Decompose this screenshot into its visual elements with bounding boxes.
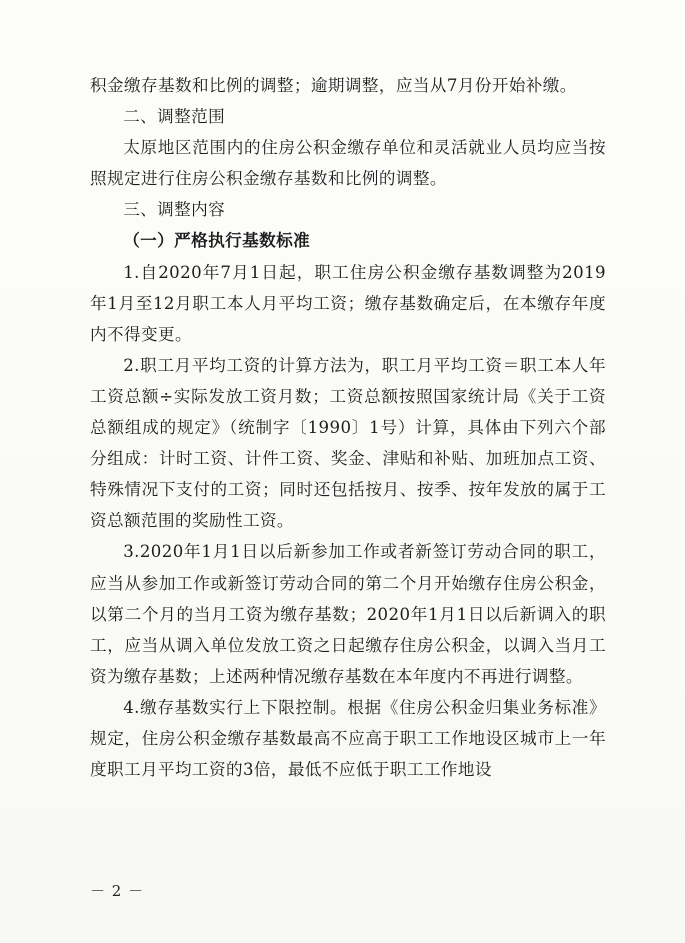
paragraph-item-1: 1.自2020年7月1日起，职工住房公积金缴存基数调整为2019年1月至12月职工本人月平均工资；缴存基数确定后，在本缴存年度内不得变更。 [90,262,606,344]
paragraph-scope: 太原地区范围内的住房公积金缴存单位和灵活就业人员均应当按照规定进行住房公积金缴存基数和比例的调整。 [90,138,606,189]
section-heading-content: 三、调整内容 [123,200,226,220]
page-number: － 2 － [90,882,145,900]
paragraph-item-2: 2.职工月平均工资的计算方法为，职工月平均工资＝职工本人年工资总额÷实际发放工资月数；工资总额按照国家统计局《关于工资总额组成的规定》（统制字〔1990〕1号）计算，具体由下列六个部分组成：计时工资、计件工资、奖金、津贴和补贴、加班加点工资、特殊情况下支付的工资；同时还包括按月、按季、按年发放的属于工资总额范围的奖励性工资。 [90,355,606,531]
section-heading-scope: 二、调整范围 [123,107,226,127]
paragraph-item-4: 4.缴存基数实行上下限控制。根据《住房公积金归集业务标准》规定，住房公积金缴存基数最高不应高于职工工作地设区城市上一年度职工月平均工资的3倍，最低不应低于职工工作地设 [90,697,606,780]
paragraph-item-3: 3.2020年1月1日以后新参加工作或者新签订劳动合同的职工，应当从参加工作或新签订劳动合同的第二个月开始缴存住房公积金，以第二个月的当月工资为缴存基数；2020年1月1日以后新调入的职工，应当从调入单位发放工资之日起缴存住房公积金，以调入当月工资为缴存基数；上述两种情况缴存基数在本年度内不再进行调整。 [90,542,606,686]
subsection-heading-base-standard: （一）严格执行基数标准 [123,230,311,251]
document-body [90,70,606,785]
paragraph-continuation: 积金缴存基数和比例的调整；逾期调整，应当从7月份开始补缴。 [90,76,577,95]
